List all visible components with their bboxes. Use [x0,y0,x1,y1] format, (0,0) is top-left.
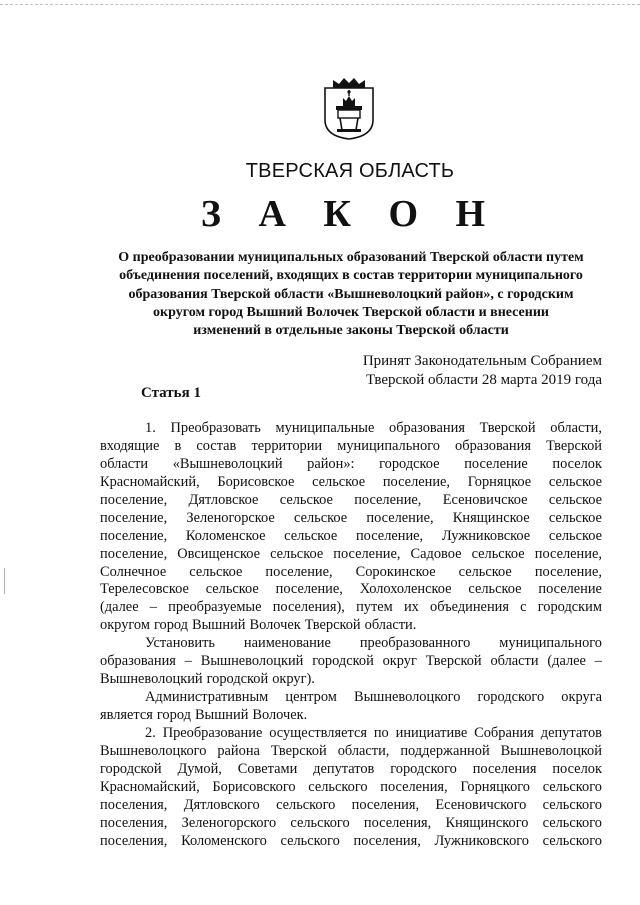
word: сельское [548,473,602,490]
word: образования [455,437,531,454]
word: Тверской [546,437,602,454]
word: сельское [294,509,348,526]
word: поселение, [100,509,168,526]
word: Горняцкое [467,473,532,490]
scan-margin-mark [4,568,5,594]
word: сельское [205,581,259,598]
word: образования [100,653,176,670]
word: Зеленогорского [181,814,277,831]
word: поселения, [100,814,168,831]
word: поселение [538,581,602,598]
word: Дятловского [183,796,260,813]
word: муниципального [499,635,602,652]
word: депутатов [540,724,602,741]
word: состав [196,437,237,454]
heading-line: изменений в отдельные законы Тверской области [193,323,509,339]
word: области. [364,617,417,634]
word: сельского [276,796,336,813]
article-line [100,581,602,599]
article-line [100,546,602,564]
word: городской [206,671,269,688]
word: городским [537,599,602,616]
word: поселок [552,760,602,777]
heading-line: О преобразовании муниципальных образований Тверской области путем [118,250,584,265]
article-line [100,456,602,474]
heading-line: округом город Вышний Волочек Тверской области и внесении [153,304,549,320]
word: 1. [145,420,156,436]
word: сельское [468,581,522,598]
word: сельского [290,814,350,831]
word: Лужниковского [434,832,530,849]
word: сельского [280,832,340,849]
article-line [100,492,602,510]
word: сельское [471,545,525,562]
article-line [100,707,602,725]
word: поддержанной [400,742,490,759]
word: Терелесовское [100,581,189,598]
word: – [184,653,192,670]
article-line [100,833,602,851]
word: город [153,617,189,634]
word: поселения, [380,778,448,795]
article-line [100,635,602,653]
word: Вышний [192,617,246,634]
word: сельское [270,545,324,562]
article-line [100,653,602,671]
word: городской [312,653,374,670]
word: Тверской [270,742,327,759]
word: поселения [472,760,537,777]
word: город [156,707,191,723]
article-line [100,617,602,635]
article-line [100,510,602,528]
word: округ). [272,671,315,688]
word: район»: [307,455,355,472]
document-type-title: З А К О Н [200,193,500,235]
word: поселения, [351,796,420,813]
adoption-note [363,352,602,389]
word: Преобразовать [170,420,261,436]
word: сельское [189,563,243,580]
word: поселение, [355,527,424,544]
word: поселение, [100,491,168,508]
word: Горняцкого [460,778,531,795]
word: объединения [430,599,509,616]
word: поселение, [275,581,343,598]
word: Сорокинское [355,563,436,580]
word: с [520,599,527,616]
word: области [490,653,539,670]
scan-border-line [0,4,640,6]
word: Красномайский, [100,473,200,490]
word: Коломенское [185,527,266,544]
article-line [100,689,602,707]
word: района [217,742,260,759]
word: инициативе [395,724,468,741]
word: является [100,707,153,723]
word: сельское [312,473,366,490]
word: преобразуемые [168,599,262,616]
word: Холохоленское [359,581,452,598]
article-title: Статья 1 [141,385,201,401]
heading-line: образования Тверской области «Вышневолоцкий район», с городским [128,286,574,302]
word: области, [337,742,390,759]
article-line [100,725,602,743]
word: поселение [464,455,528,472]
word: муниципальные [275,420,375,436]
word: области, [550,420,602,436]
word: – [594,653,602,670]
word: Княщинского [445,814,529,831]
word: Зеленогорское [186,509,275,526]
word: Установить [145,635,215,652]
article-line [100,671,602,689]
word: Тверской [479,420,536,436]
word: (далее [100,599,139,616]
article-line [100,779,602,797]
word: (далее [547,653,586,670]
word: поселения, [100,832,168,849]
word: территории [251,437,323,454]
word: сельское [548,527,602,544]
word: Борисовское [217,473,295,490]
article-line [100,474,602,492]
word: Вышневолоцкого [353,689,461,706]
word: области [100,455,149,472]
word: сельское [458,563,512,580]
word: поселения), [272,599,345,616]
word: городской [100,760,162,777]
word: Борисовского [212,778,296,795]
word: поселение, [354,491,422,508]
word: сельского [542,778,602,795]
word: Вышневолоцкого [100,742,207,759]
word: преобразованного [359,635,471,652]
word: Вышневолоцкий [100,671,203,688]
tver-coat-of-arms-icon [322,76,376,140]
word: сельское [548,491,602,508]
word: «Вышневолоцкий [172,455,283,472]
word: сельское [279,491,333,508]
word: 2. [145,724,156,741]
word: Садовое [410,545,462,562]
word: сельского [542,814,602,831]
word: поселение, [100,545,168,562]
word: поселения, [100,796,168,813]
word: Вышневолоцкий [200,653,304,670]
word: Думой, [177,760,222,777]
word: поселение, [382,473,451,490]
word: Есеновичское [442,491,528,508]
word: округ [382,653,417,670]
word: поселение, [366,509,434,526]
word: центром [285,689,337,706]
word: Солнечное [100,563,167,580]
word: Есеновичского [435,796,527,813]
word: округом [100,617,150,634]
word: поселение, [534,563,602,580]
word: поселок [552,455,602,472]
word: городское [379,455,440,472]
word: входящие [100,437,160,454]
article-line [100,528,602,546]
word: осуществляется [269,724,367,741]
word: Волочек. [252,707,308,723]
word: образования [389,420,465,436]
article-line [100,564,602,582]
article-line [100,420,602,438]
word: сельского [542,832,602,849]
article-line [100,743,602,761]
word: сельское [284,527,338,544]
article-line [100,599,602,617]
word: в [174,437,182,454]
word: поселение, [333,545,401,562]
word: Вышний [194,707,249,723]
word: сельского [308,778,368,795]
word: муниципального [337,437,440,454]
word: Административным [145,689,269,706]
word: по [373,724,389,741]
word: путем [356,599,393,616]
word: – [149,599,157,616]
word: сельское [548,509,602,526]
word: их [403,599,419,616]
article-body [100,420,602,851]
word: Коломенского [181,832,267,849]
word: наименование [243,635,331,652]
adoption-line: Тверской области 28 марта 2019 года [365,371,602,388]
word: Советами [237,760,298,777]
word: поселения, [353,832,421,849]
word: Овсищенское [177,545,261,562]
word: поселение, [265,563,333,580]
word: Вышневолоцкой [500,742,602,759]
word: Тверской [304,617,361,634]
word: Преобразование [162,724,263,741]
word: Волочек [249,617,301,634]
word: Лужниковское [441,527,531,544]
article-line [100,797,602,815]
word: сельского [542,796,602,813]
heading-line: объединения поселений, входящих в состав территории муниципального [119,268,583,284]
word: Тверской [425,653,482,670]
word: Дятловское [188,491,259,508]
word: Княщинское [452,509,530,526]
word: поселение, [100,527,168,544]
article-line [100,438,602,456]
article-line [100,815,602,833]
word: Собрания [474,724,534,741]
region-title: ТВЕРСКАЯ ОБЛАСТЬ [245,160,455,182]
article-line [100,761,602,779]
law-heading [100,249,602,340]
adoption-line: Принят Законодательным Собранием [362,353,602,369]
word: городского [477,689,545,706]
word: депутатов [313,760,375,777]
word: Красномайский, [100,778,200,795]
word: округа [561,689,602,706]
word: поселение, [534,545,602,562]
word: поселения, [363,814,432,831]
word: городского [390,760,457,777]
